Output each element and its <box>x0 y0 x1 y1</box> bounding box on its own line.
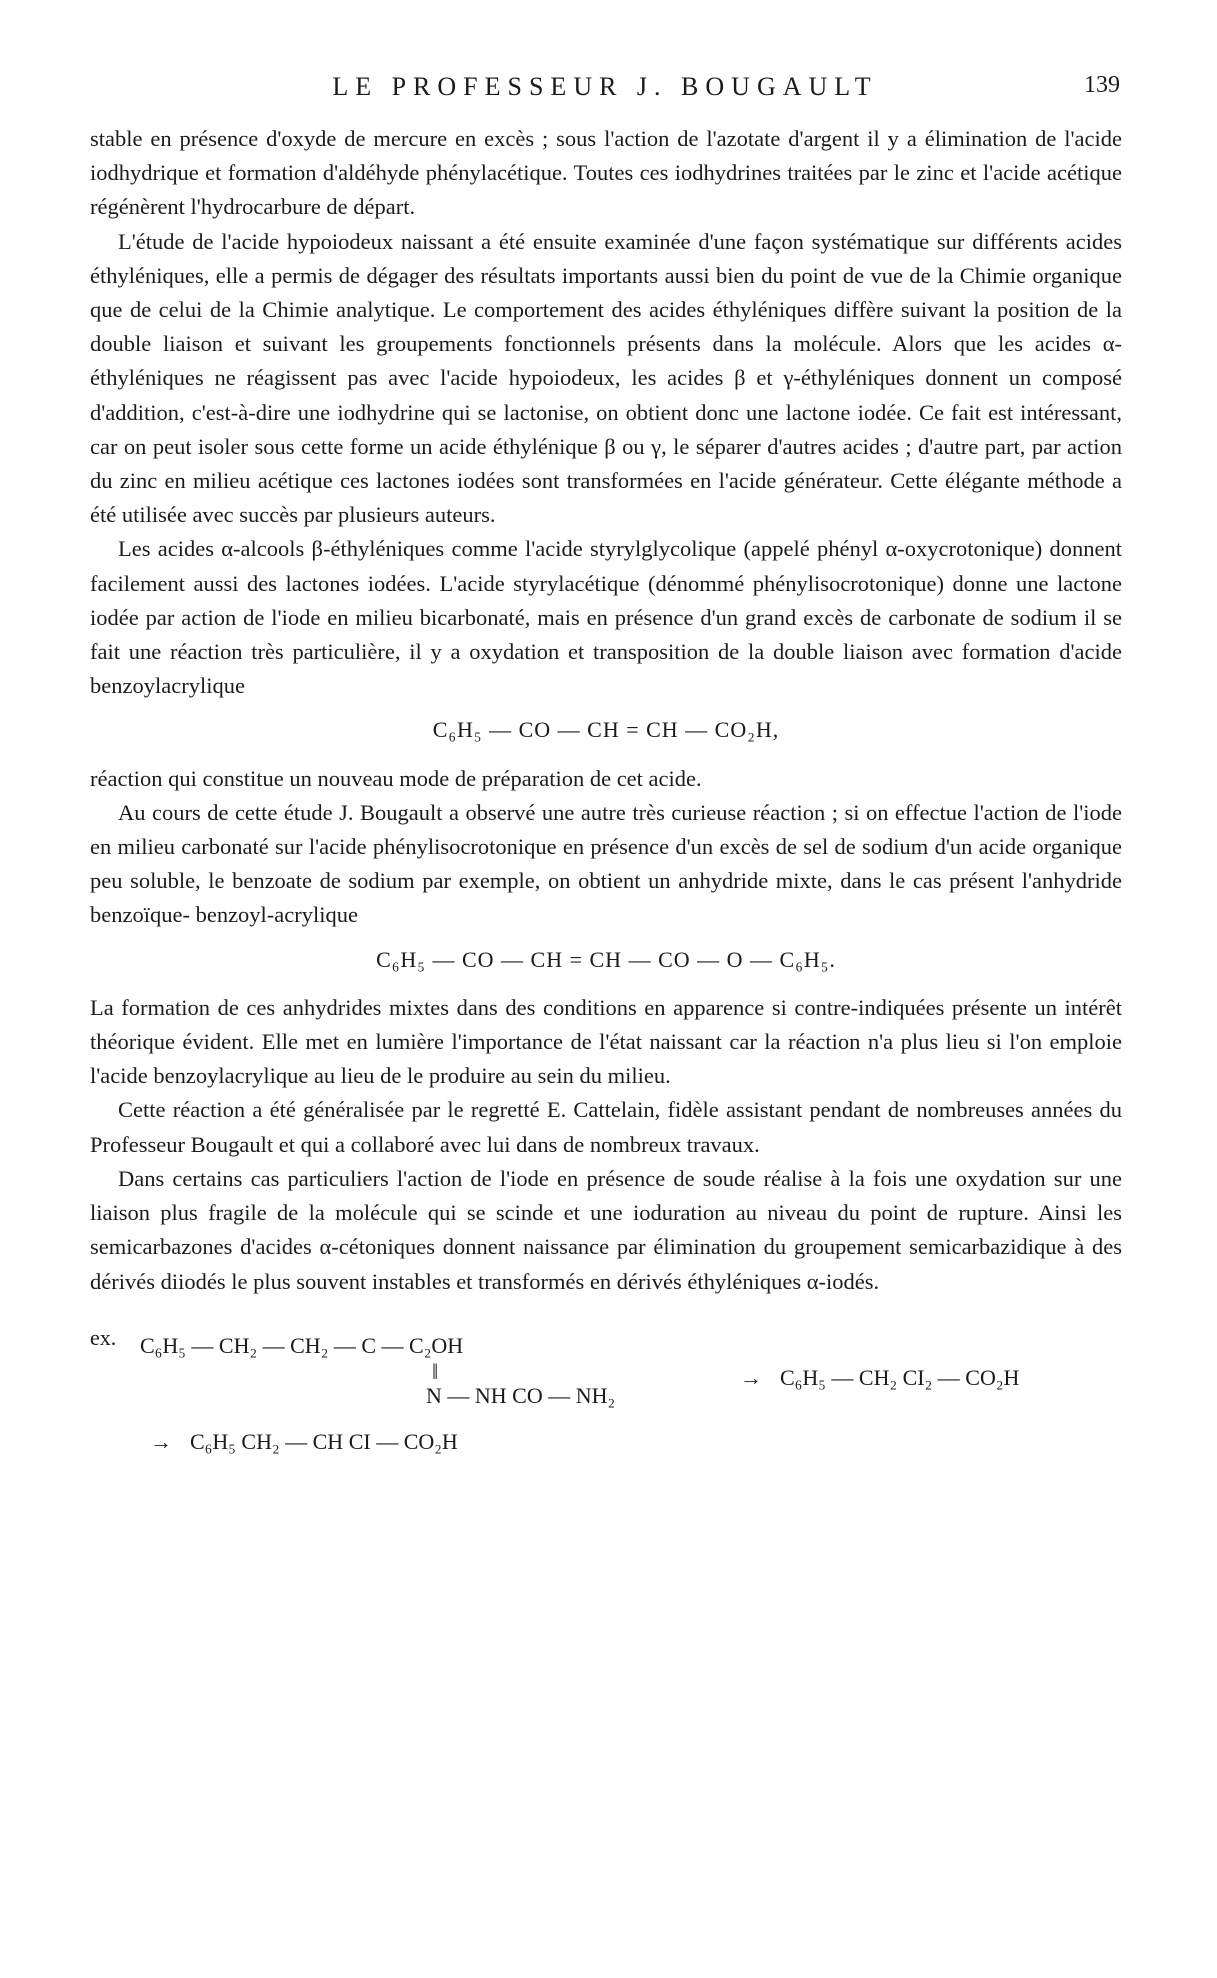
scheme-product-2: C₆H₅ CH₂ — CH CI — CO₂H <box>190 1428 458 1454</box>
paragraph-6: La formation de ces anhydrides mixtes dans des conditions en apparence si contre-indiquées présente un intérêt théorique évident. Elle met en lumière l'importance de l'état naissant car la réaction n'a plus lieu si l'on emploie l'acide benzoylacrylique au lieu de le produire au sein du milieu. <box>90 994 1122 1089</box>
running-head <box>90 72 1120 112</box>
scheme-reactant: C₆H₅ — CH₂ — CH₂ — C — C₂OH <box>140 1332 464 1358</box>
scheme-double-bond: ‖ <box>432 1358 439 1384</box>
paragraph-3: Les acides α-alcools β-éthyléniques comme l'acide styrylglycolique (appelé phényl α-oxycrotonique) donnent facilement aussi des lactones iodées. L'acide styrylacétique (dénommé phénylisocrotonique) donne une lactone iodée par action de l'iode en milieu bicarbonaté, mais en présence d'un grand excès de carbonate de sodium il se fait une réaction très particulière, il y a oxydation et transposition de la double liaison avec formation d'acide benzoylacrylique <box>90 536 1122 699</box>
paragraph-2: L'étude de l'acide hypoiodeux naissant a été ensuite examinée d'une façon systématique sur différents acides éthyléniques, elle a permis de dégager des résultats importants aussi bien du point de vue de la Chimie organique que de celui de la Chimie analytique. Le comportement des acides éthyléniques diffère suivant la position de la double liaison et suivant les groupements fonctionnels présents dans la molécule. Alors que les acides α-éthyléniques ne réagissent pas avec l'acide hypoiodeux, les acides β et γ-éthyléniques donnent un composé d'addition, c'est-à-dire une iodhydrine qui se lactonise, on obtient donc une lactone iodée. Ce fait est intéressant, car on peut isoler sous cette forme un acide éthylénique β ou γ, le séparer d'autres acides ; d'autre part, par action du zinc en milieu acétique ces lactones iodées sont transformées en l'acide générateur. Cette élégante méthode a été utilisée avec succès par plusieurs auteurs. <box>90 228 1122 528</box>
paragraph-5: Au cours de cette étude J. Bougault a observé une autre très curieuse réaction ; si on effectue l'action de l'iode en milieu carbonaté sur l'acide phénylisocrotonique en présence d'un excès de sel de sodium d'un acide organique peu soluble, le benzoate de sodium par exemple, on obtient un anhydride mixte, dans le cas présent l'anhydride benzoïque- benzoyl-acrylique <box>90 799 1122 928</box>
page-number: 139 <box>1084 72 1120 98</box>
reaction-scheme <box>90 1315 1122 1465</box>
scheme-product-1: C₆H₅ — CH₂ CI₂ — CO₂H <box>780 1364 1020 1390</box>
paragraph-7: Cette réaction a été généralisée par le regretté E. Cattelain, fidèle assistant pendant de nombreuses années du Professeur Bougault et qui a collaboré avec lui dans de nombreux travaux. <box>90 1097 1122 1157</box>
paragraph-1: stable en présence d'oxyde de mercure en excès ; sous l'action de l'azotate d'argent il y a élimination de l'acide iodhydrique et formation d'aldéhyde phénylacétique. Toutes ces iodhydrines traitées par le zinc et l'acide acétique régénèrent l'hydrocarbure de départ. <box>90 126 1122 220</box>
scheme-arrow-1: → <box>740 1364 762 1390</box>
scheme-arrow-2: → <box>150 1428 172 1454</box>
scheme-reactant-semicarbazone: N — NH CO — NH₂ <box>426 1382 616 1408</box>
paragraph-8: Dans certains cas particuliers l'action de l'iode en présence de soude réalise à la fois une oxydation sur une liaison plus fragile de la molécule qui se scinde et une ioduration au niveau du point de rupture. Ainsi les semicarbazones d'acides α-cétoniques donnent naissance par élimination du groupement semicarbazidique à des dérivés diiodés le plus souvent instables et transformés en dérivés éthyléniques α-iodés. <box>90 1165 1122 1294</box>
paragraph-4: réaction qui constitue un nouveau mode de préparation de cet acide. <box>90 765 702 791</box>
formula-benzoylacrylic-acid: C₆H₅ — CO — CH = CH — CO₂H, <box>432 717 780 743</box>
scheme-ex-label: ex. <box>90 1324 117 1350</box>
body-text <box>90 122 1122 1465</box>
formula-mixed-anhydride: C₆H₅ — CO — CH = CH — CO — O — C₆H₅. <box>376 946 836 972</box>
running-title: LE PROFESSEUR J. BOUGAULT <box>332 72 878 101</box>
